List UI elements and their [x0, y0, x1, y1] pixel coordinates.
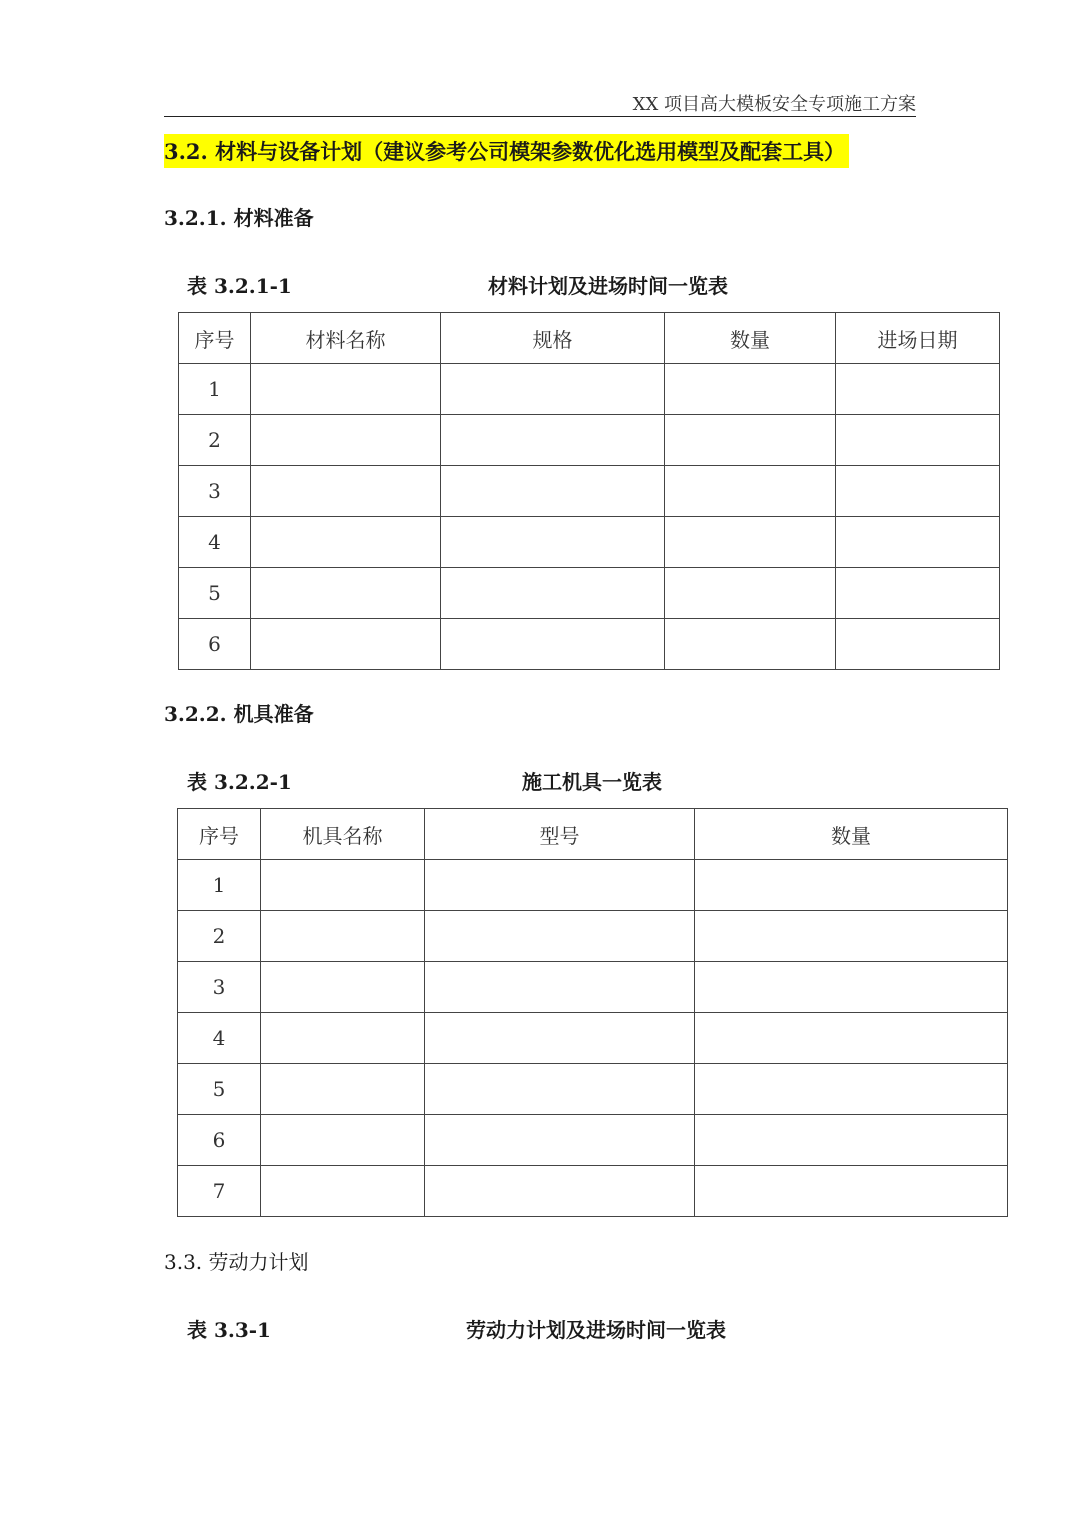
table-caption-title: 施工机具一览表 — [522, 770, 662, 794]
table-cell — [261, 1013, 425, 1064]
table-cell — [425, 860, 695, 911]
table-row — [178, 1064, 1008, 1115]
row-number: 6 — [179, 619, 251, 670]
table-cell — [261, 860, 425, 911]
row-number: 2 — [178, 911, 261, 962]
table-caption-title: 材料计划及进场时间一览表 — [488, 274, 728, 298]
table-cell — [665, 619, 836, 670]
table-row — [179, 619, 1000, 670]
column-header: 序号 — [179, 313, 251, 364]
table-cell — [665, 568, 836, 619]
equipment-table — [177, 808, 1008, 1217]
table-row — [179, 415, 1000, 466]
table-cell — [425, 1115, 695, 1166]
table-cell — [441, 415, 665, 466]
table-cell — [251, 415, 441, 466]
table-cell — [425, 911, 695, 962]
table-cell — [836, 415, 1000, 466]
table-caption-title: 劳动力计划及进场时间一览表 — [466, 1318, 726, 1342]
row-number: 1 — [179, 364, 251, 415]
table-cell — [261, 1064, 425, 1115]
column-header: 数量 — [665, 313, 836, 364]
table-header-row — [179, 313, 1000, 364]
table-row — [178, 1166, 1008, 1217]
table-cell — [695, 1166, 1008, 1217]
column-header: 序号 — [178, 809, 261, 860]
table-row — [178, 860, 1008, 911]
table-cell — [836, 619, 1000, 670]
section-title-3-3: 3.3. 劳动力计划 — [164, 1250, 309, 1274]
table-cell — [836, 568, 1000, 619]
subsection-title-3-2-2: 3.2.2. 机具准备 — [164, 702, 314, 726]
table-cell — [695, 1064, 1008, 1115]
column-header: 数量 — [695, 809, 1008, 860]
table-cell — [441, 466, 665, 517]
table-cell — [836, 517, 1000, 568]
row-number: 7 — [178, 1166, 261, 1217]
table-cell — [441, 364, 665, 415]
table-row — [179, 517, 1000, 568]
table-cell — [836, 364, 1000, 415]
table-cell — [441, 619, 665, 670]
row-number: 4 — [179, 517, 251, 568]
table-row — [179, 364, 1000, 415]
page-header — [164, 88, 916, 117]
row-number: 5 — [179, 568, 251, 619]
table-row — [178, 962, 1008, 1013]
table-cell — [665, 415, 836, 466]
column-header: 规格 — [441, 313, 665, 364]
table-cell — [261, 962, 425, 1013]
table-cell — [695, 1013, 1008, 1064]
row-number: 4 — [178, 1013, 261, 1064]
row-number: 1 — [178, 860, 261, 911]
table-caption-number: 表 3.2.1-1 — [187, 274, 292, 298]
table-cell — [251, 466, 441, 517]
table-header-row — [178, 809, 1008, 860]
row-number: 6 — [178, 1115, 261, 1166]
table-cell — [665, 364, 836, 415]
table-cell — [251, 619, 441, 670]
column-header: 进场日期 — [836, 313, 1000, 364]
table-cell — [425, 1013, 695, 1064]
table-cell — [836, 466, 1000, 517]
table-cell — [695, 860, 1008, 911]
table-cell — [425, 1064, 695, 1115]
table-cell — [425, 1166, 695, 1217]
table-cell — [425, 962, 695, 1013]
table-cell — [261, 1166, 425, 1217]
table-cell — [261, 1115, 425, 1166]
subsection-title-3-2-1: 3.2.1. 材料准备 — [164, 206, 314, 230]
table-row — [178, 911, 1008, 962]
table-cell — [695, 962, 1008, 1013]
table-cell — [441, 517, 665, 568]
table-cell — [441, 568, 665, 619]
table-cell — [251, 364, 441, 415]
table-cell — [695, 1115, 1008, 1166]
header-text: XX 项目高大模板安全专项施工方案 — [632, 94, 916, 115]
column-header: 机具名称 — [261, 809, 425, 860]
materials-table — [178, 312, 1000, 670]
table-cell — [665, 466, 836, 517]
row-number: 3 — [179, 466, 251, 517]
table-cell — [251, 568, 441, 619]
table-row — [178, 1013, 1008, 1064]
table-cell — [665, 517, 836, 568]
table-row — [178, 1115, 1008, 1166]
table-row — [179, 466, 1000, 517]
column-header: 型号 — [425, 809, 695, 860]
row-number: 5 — [178, 1064, 261, 1115]
section-title-3-2: 3.2. 材料与设备计划（建议参考公司模架参数优化选用模型及配套工具） — [164, 134, 849, 168]
table-caption-number: 表 3.3-1 — [187, 1318, 271, 1342]
column-header: 材料名称 — [251, 313, 441, 364]
table-caption-number: 表 3.2.2-1 — [187, 770, 292, 794]
table-row — [179, 568, 1000, 619]
table-cell — [251, 517, 441, 568]
table-cell — [261, 911, 425, 962]
row-number: 3 — [178, 962, 261, 1013]
table-cell — [695, 911, 1008, 962]
row-number: 2 — [179, 415, 251, 466]
